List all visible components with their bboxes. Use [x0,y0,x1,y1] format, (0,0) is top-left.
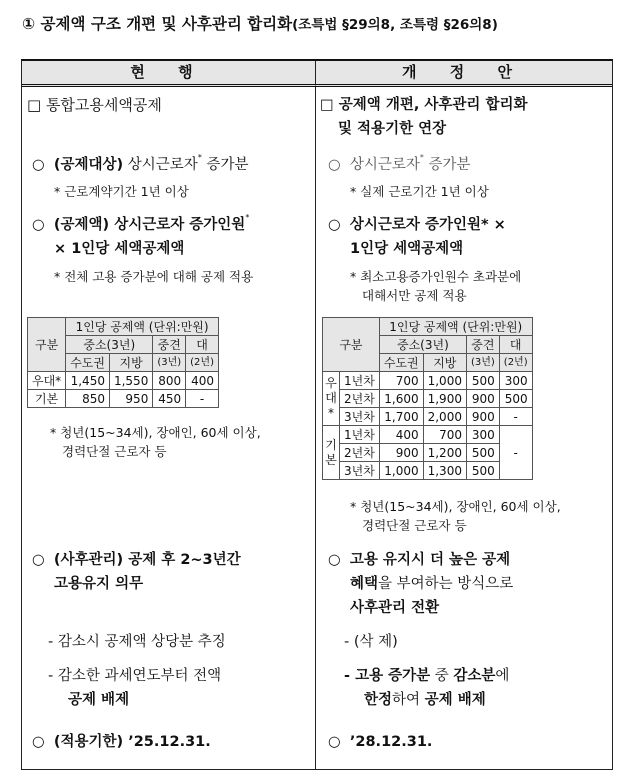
cell-province: 700 [423,426,466,444]
table-large: 대 [186,336,219,354]
proposed-amount-note-2: 대해서만 공제 적용 [362,288,467,303]
column-divider [315,87,316,770]
cell-metro: 900 [379,444,423,462]
page-title [22,12,498,34]
exclusion-line1: - 감소한 과세연도부터 전액 [48,668,222,684]
current-amount: ○ (공제액) 상시근로자 증가인원* [32,213,250,233]
proposed-youth-note-1: * 청년(15~34세), 장애인, 60세 이상, [350,499,561,514]
table-large-years: (2년) [186,354,219,372]
table-row [323,390,533,408]
row-year: 1년차 [340,426,380,444]
table-row [28,390,219,408]
target-suffix: 증가분 [423,157,471,173]
comparison-table [21,59,613,770]
row-year: 2년차 [340,444,380,462]
current-section-heading: □ 통합고용세액공제 [27,96,162,114]
exclusion-part-d: 에 [495,668,510,684]
bullet: ○ [328,734,341,750]
aftercare-line1: (사후관리) 공제 후 2~3년간 [53,552,241,568]
bullet: ○ [328,552,341,568]
proposed-aftercare-line3 [350,597,439,619]
proposed-exclusion-line2 [364,689,486,711]
table-row [323,372,533,390]
group-pref: 우대* [323,372,340,426]
exclusion-part-a: - 고용 증가분 [344,668,431,684]
table-metro: 수도권 [379,354,423,372]
cell-province: 1,900 [423,390,466,408]
proposed-section-heading-2 [338,118,446,140]
table-unit: 1인당 공제액 (단위:만원) [379,318,532,336]
proposed-deduction-table [322,317,533,480]
cell-large: - [499,408,532,426]
table-row [323,426,533,444]
proposed-amount-note-1: * 최소고용증가인원수 초과분에 [350,269,522,284]
bullet: ○ [32,157,45,173]
target-tag: (공제대상) [53,157,124,173]
proposed-section-heading [320,94,527,116]
aftercare-line3: 사후관리 전환 [350,600,440,616]
proposed-target-note: * 실제 근로기간 1년 이상 [350,184,489,199]
proposed-aftercare [328,549,510,571]
current-amount-note: * 전체 고용 증가분에 대해 공제 적용 [54,269,254,284]
row-year: 1년차 [340,372,380,390]
exclusion-part-c: 감소분 [453,668,496,684]
cell-large: 300 [499,372,532,390]
current-exclusion-line2 [68,689,129,711]
cell-metro: 1,700 [379,408,423,426]
current-target: ○ (공제대상) 상시근로자* 증가분 [32,153,249,173]
current-aftercare-line2 [54,573,143,595]
current-deduction-table [27,317,219,408]
amount-line2: × 1인당 세액공제액 [54,241,185,257]
table-metro: 수도권 [66,354,110,372]
amount-line1: 상시근로자 증가인원* × [349,217,506,233]
table-sme: 중소(3년) [66,336,153,354]
cell-metro: 850 [66,390,110,408]
row-year: 2년차 [340,390,380,408]
proposed-amount [328,214,506,236]
exclusion-part-b: 중 [430,668,454,684]
aftercare-line1: 고용 유지시 더 높은 공제 [349,552,511,568]
item-number: ① [22,15,36,33]
table-row [323,408,533,426]
aftercare-line2-bold: 혜택 [350,576,379,592]
table-mid-years: (3년) [466,354,499,372]
proposed-amount-line2 [350,238,463,260]
deadline-text: ’28.12.31. [349,734,433,750]
cell-province: 1,550 [109,372,152,390]
proposed-youth-note-2: 경력단절 근로자 등 [362,518,467,533]
cell-mid: 900 [466,390,499,408]
table-mid: 중견 [153,336,186,354]
amount-line1: (공제액) 상시근로자 증가인원 [53,217,246,233]
row-label: 기본 [28,390,66,408]
table-large: 대 [499,336,532,354]
proposed-deadline [328,731,432,753]
row-year: 3년차 [340,462,380,480]
proposed-section-line2: 및 적용기한 연장 [338,121,447,137]
bullet: ○ [32,734,45,750]
current-youth-note-2: 경력단절 근로자 등 [62,444,167,459]
cell-mid: 300 [466,426,499,444]
exclusion-part-e: 한정 [364,692,393,708]
table-large-years: (2년) [499,354,532,372]
cell-mid: 900 [466,408,499,426]
proposed-target: ○ 상시근로자* 증가분 [328,153,471,173]
cell-large: - [499,426,532,480]
cell-province: 2,000 [423,408,466,426]
row-label: 우대* [28,372,66,390]
table-unit: 1인당 공제액 (단위:만원) [66,318,219,336]
target-suffix: 증가분 [201,157,249,173]
cell-province: 1,300 [423,462,466,480]
table-province: 지방 [423,354,466,372]
table-mid: 중견 [466,336,499,354]
cell-metro: 1,450 [66,372,110,390]
cell-metro: 700 [379,372,423,390]
bullet: ○ [328,157,341,173]
current-youth-note-1: * 청년(15~34세), 장애인, 60세 이상, [50,425,261,440]
cell-metro: 1,000 [379,462,423,480]
target-text: 상시근로자 [123,157,198,173]
current-deadline [32,731,211,753]
delete-text: - (삭 제) [344,634,398,650]
cell-large: 500 [499,390,532,408]
cell-mid: 800 [153,372,186,390]
exclusion-part-f: 하여 [392,692,425,708]
target-text: 상시근로자 [349,157,420,173]
current-amount-line2 [54,238,184,260]
table-gubun: 구분 [323,318,380,372]
current-exclusion [48,665,221,687]
current-clawback [48,631,226,653]
cell-mid: 500 [466,444,499,462]
cell-large: - [186,390,219,408]
cell-province: 1,200 [423,444,466,462]
group-basic: 기본 [323,426,340,480]
cell-mid: 500 [466,462,499,480]
table-sme: 중소(3년) [379,336,466,354]
column-header-proposed: 개 정 안 [315,61,612,87]
current-aftercare [32,549,241,571]
table-gubun: 구분 [28,318,66,372]
cell-large: 400 [186,372,219,390]
proposed-delete [344,631,398,653]
exclusion-part-g: 공제 배제 [424,692,486,708]
title-law-reference: (조특법 §29의8, 조특령 §26의8) [292,17,498,33]
proposed-exclusion [344,665,509,687]
column-header-current: 현 행 [22,61,315,87]
table-province: 지방 [109,354,152,372]
proposed-section-line1: □ 공제액 개편, 사후관리 합리화 [320,97,528,113]
cell-metro: 1,600 [379,390,423,408]
table-mid-years: (3년) [153,354,186,372]
deadline-text: (적용기한) ’25.12.31. [53,734,211,750]
table-row [28,372,219,390]
aftercare-line2-text: 을 부여하는 방식으로 [378,576,514,592]
amount-line2: 1인당 세액공제액 [350,241,464,257]
exclusion-line2: 공제 배제 [68,692,130,708]
bullet: ○ [32,552,45,568]
proposed-aftercare-line2 [350,573,513,595]
aftercare-line2: 고용유지 의무 [54,576,144,592]
bullet: ○ [328,217,341,233]
bullet: ○ [32,217,45,233]
title-main: 공제액 구조 개편 및 사후관리 합리화 [40,15,293,33]
cell-province: 950 [109,390,152,408]
cell-province: 1,000 [423,372,466,390]
cell-mid: 450 [153,390,186,408]
cell-metro: 400 [379,426,423,444]
row-year: 3년차 [340,408,380,426]
current-target-note: * 근로계약기간 1년 이상 [54,184,189,199]
cell-mid: 500 [466,372,499,390]
clawback-text: - 감소시 공제액 상당분 추징 [48,634,226,650]
